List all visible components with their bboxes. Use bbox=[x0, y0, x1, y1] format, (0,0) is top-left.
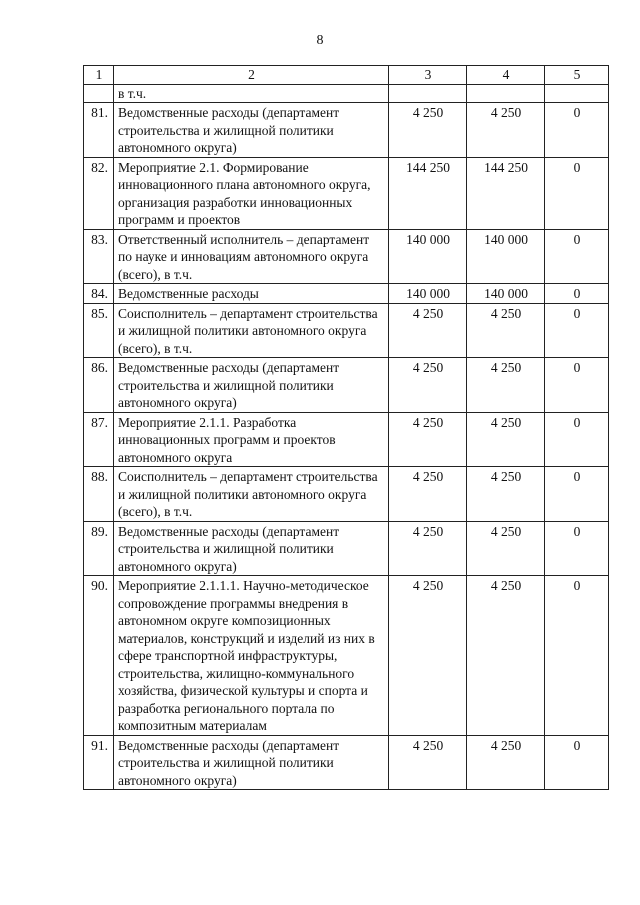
column-4-value: 140 000 bbox=[467, 284, 545, 304]
column-3-value: 4 250 bbox=[389, 103, 467, 158]
row-description: Мероприятие 2.1.1. Разработка инновационных программ и проектов автономного округа bbox=[114, 412, 389, 467]
table-row bbox=[84, 284, 609, 304]
table-row bbox=[84, 521, 609, 576]
table-row bbox=[84, 303, 609, 358]
row-number: 81. bbox=[84, 103, 114, 158]
column-4-value: 144 250 bbox=[467, 157, 545, 229]
table-row bbox=[84, 467, 609, 522]
row-number: 91. bbox=[84, 735, 114, 790]
column-4-value: 4 250 bbox=[467, 467, 545, 522]
table-row bbox=[84, 358, 609, 413]
column-5-value: 0 bbox=[545, 521, 609, 576]
row-number: 87. bbox=[84, 412, 114, 467]
column-5-value: 0 bbox=[545, 157, 609, 229]
column-4-value: 4 250 bbox=[467, 303, 545, 358]
row-description: Ведомственные расходы (департамент строительства и жилищной политики автономного округа) bbox=[114, 358, 389, 413]
column-header: 4 bbox=[467, 66, 545, 85]
column-4-value: 4 250 bbox=[467, 735, 545, 790]
table-row bbox=[84, 157, 609, 229]
column-4-value: 140 000 bbox=[467, 229, 545, 284]
row-description: Ведомственные расходы (департамент строительства и жилищной политики автономного округа) bbox=[114, 103, 389, 158]
table-row bbox=[84, 735, 609, 790]
row-number: 89. bbox=[84, 521, 114, 576]
table-header-row bbox=[84, 66, 609, 85]
column-5-value: 0 bbox=[545, 229, 609, 284]
column-3-value: 144 250 bbox=[389, 157, 467, 229]
row-description: Ответственный исполнитель – департамент по науке и инновациям автономного округа (всего), в т.ч. bbox=[114, 229, 389, 284]
value-cell bbox=[467, 84, 545, 103]
column-5-value: 0 bbox=[545, 412, 609, 467]
row-number: 82. bbox=[84, 157, 114, 229]
column-header: 3 bbox=[389, 66, 467, 85]
column-4-value: 4 250 bbox=[467, 412, 545, 467]
column-3-value: 140 000 bbox=[389, 284, 467, 304]
column-3-value: 4 250 bbox=[389, 303, 467, 358]
column-4-value: 4 250 bbox=[467, 358, 545, 413]
table-row bbox=[84, 576, 609, 736]
continuation-row bbox=[84, 84, 609, 103]
row-description: Мероприятие 2.1.1.1. Научно-методическое сопровождение программы внедрения в автономном округе композиционных материалов, конструкций и изделий из них в сфере транспортной инфраструктуры, строительства, жилищно-коммунального хозяйства, физической культуры и спорта и разработка регионального портала по композитным материалам bbox=[114, 576, 389, 736]
row-description: Соисполнитель – департамент строительства и жилищной политики автономного округа (всего), в т.ч. bbox=[114, 467, 389, 522]
column-header: 5 bbox=[545, 66, 609, 85]
column-5-value: 0 bbox=[545, 467, 609, 522]
table-row bbox=[84, 103, 609, 158]
row-number-cell bbox=[84, 84, 114, 103]
column-3-value: 4 250 bbox=[389, 358, 467, 413]
column-3-value: 4 250 bbox=[389, 412, 467, 467]
row-description: Ведомственные расходы (департамент строительства и жилищной политики автономного округа) bbox=[114, 735, 389, 790]
column-5-value: 0 bbox=[545, 303, 609, 358]
column-header: 2 bbox=[114, 66, 389, 85]
column-5-value: 0 bbox=[545, 358, 609, 413]
column-3-value: 4 250 bbox=[389, 521, 467, 576]
table-row bbox=[84, 229, 609, 284]
row-number: 86. bbox=[84, 358, 114, 413]
row-number: 90. bbox=[84, 576, 114, 736]
column-5-value: 0 bbox=[545, 735, 609, 790]
column-3-value: 140 000 bbox=[389, 229, 467, 284]
row-number: 85. bbox=[84, 303, 114, 358]
row-description: Соисполнитель – департамент строительства и жилищной политики автономного округа (всего), в т.ч. bbox=[114, 303, 389, 358]
page-number: 8 bbox=[316, 33, 324, 48]
column-3-value: 4 250 bbox=[389, 467, 467, 522]
row-description: Мероприятие 2.1. Формирование инновационного плана автономного округа, организация разработки инновационных программ и проектов bbox=[114, 157, 389, 229]
column-4-value: 4 250 bbox=[467, 521, 545, 576]
column-4-value: 4 250 bbox=[467, 576, 545, 736]
value-cell bbox=[545, 84, 609, 103]
row-number: 88. bbox=[84, 467, 114, 522]
column-4-value: 4 250 bbox=[467, 103, 545, 158]
column-header: 1 bbox=[84, 66, 114, 85]
column-5-value: 0 bbox=[545, 284, 609, 304]
column-5-value: 0 bbox=[545, 103, 609, 158]
budget-table bbox=[83, 65, 609, 790]
value-cell bbox=[389, 84, 467, 103]
continuation-text: в т.ч. bbox=[114, 84, 389, 103]
table-row bbox=[84, 412, 609, 467]
column-5-value: 0 bbox=[545, 576, 609, 736]
row-number: 84. bbox=[84, 284, 114, 304]
row-description: Ведомственные расходы bbox=[114, 284, 389, 304]
row-description: Ведомственные расходы (департамент строительства и жилищной политики автономного округа) bbox=[114, 521, 389, 576]
column-3-value: 4 250 bbox=[389, 735, 467, 790]
column-3-value: 4 250 bbox=[389, 576, 467, 736]
row-number: 83. bbox=[84, 229, 114, 284]
